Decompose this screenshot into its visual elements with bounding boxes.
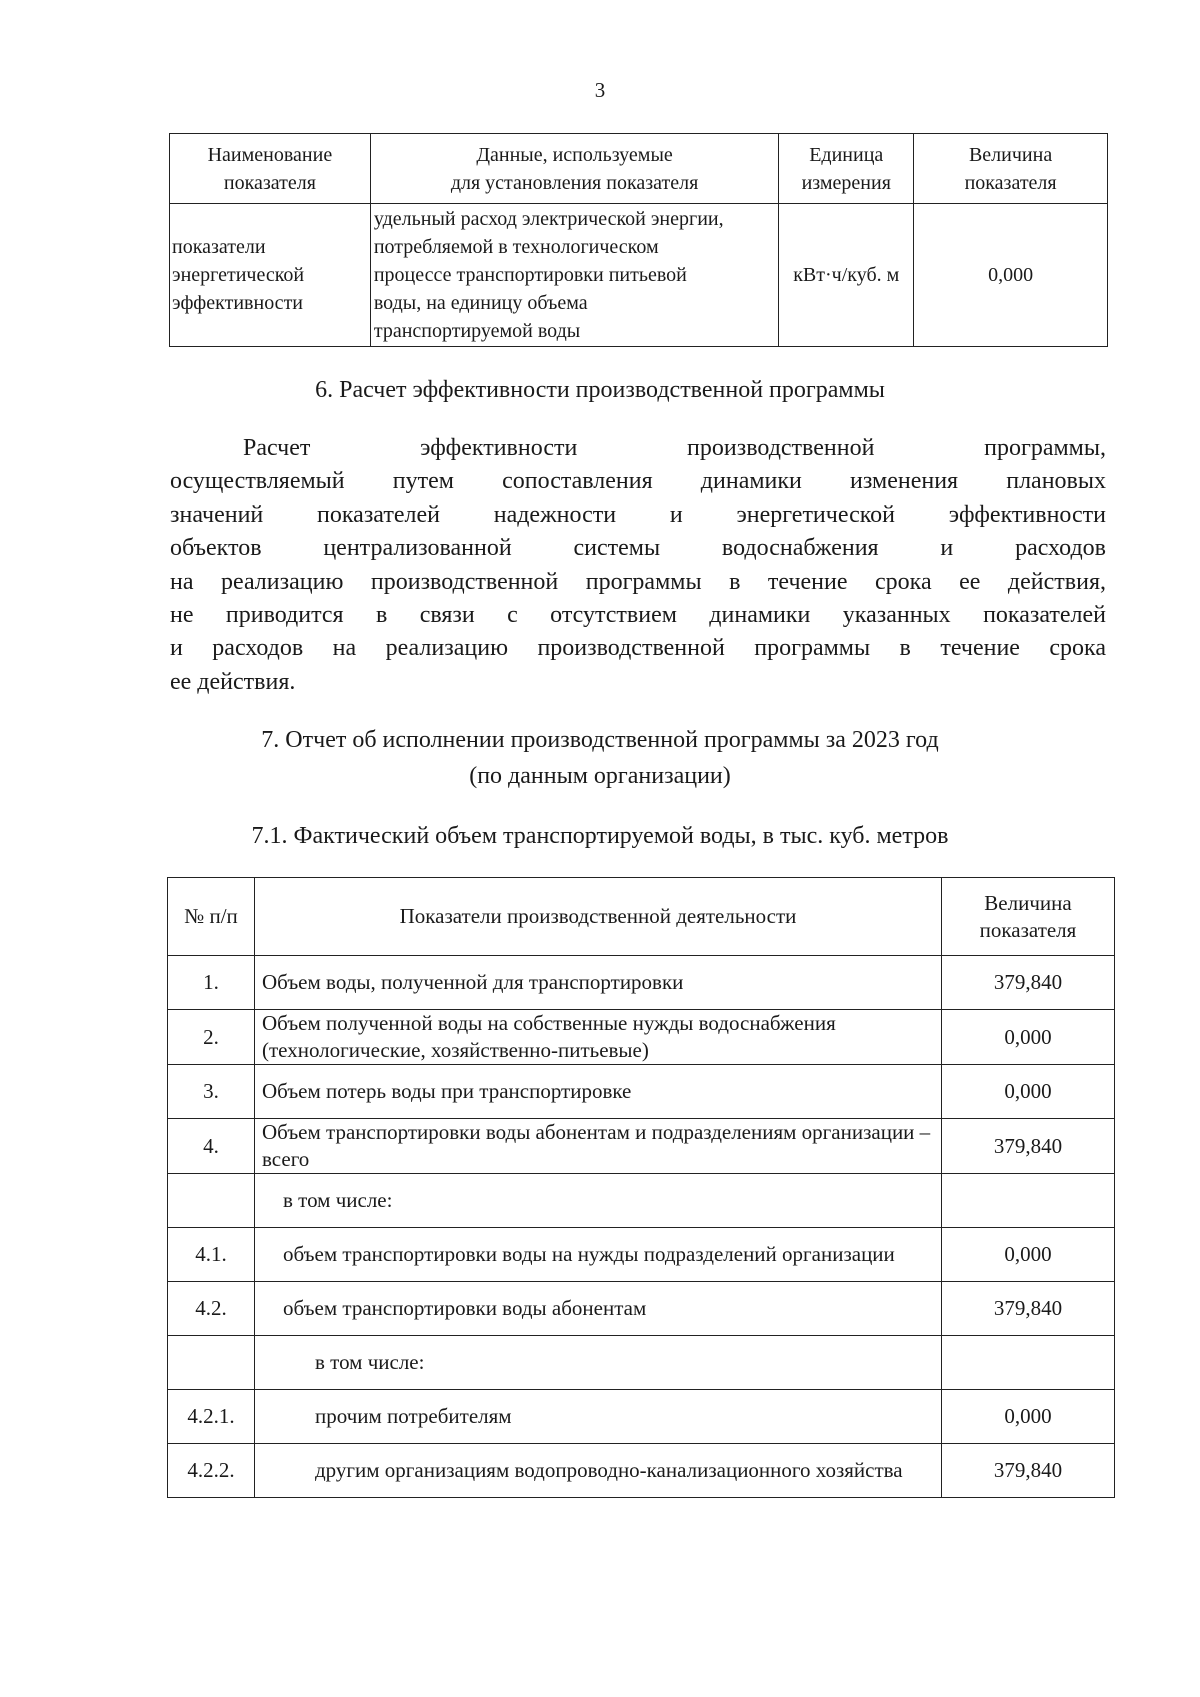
header-line: Данные, используемые [476, 143, 673, 166]
table-row [168, 956, 1115, 1010]
row-value: 0,000 [942, 1228, 1115, 1282]
section-7-title-line: (по данным организации) [469, 763, 731, 789]
row-value: 379,840 [942, 1444, 1115, 1498]
row-number [168, 1336, 255, 1390]
section-6-title: 6. Расчет эффективности производственной программы [315, 377, 885, 403]
header-line: Единица [809, 143, 884, 166]
paragraph-line: значений показателей надежности и энергетической эффективности [170, 501, 1106, 528]
row-indicator: другим организациям водопроводно-канализационного хозяйства [255, 1444, 942, 1498]
row-number: 4.2.2. [168, 1444, 255, 1498]
row-number: 2. [168, 1010, 255, 1065]
section-6-paragraph [170, 432, 1106, 699]
header-unit [779, 134, 914, 204]
row-value: 0,000 [942, 1390, 1115, 1444]
cell-line: транспортируемой воды [373, 320, 581, 342]
table-row [168, 1282, 1115, 1336]
cell-line: удельный расход электрической энергии, [373, 208, 724, 230]
indicator-value-cell: 0,000 [914, 204, 1108, 347]
table-row [168, 1336, 1115, 1390]
header-line: показателя [223, 171, 316, 194]
paragraph-line: не приводится в связи с отсутствием динамики указанных показателей [170, 601, 1106, 628]
header-indicator-data [370, 134, 778, 204]
table-row [168, 1390, 1115, 1444]
table-row [168, 1119, 1115, 1174]
indicators-header-row [170, 134, 1108, 204]
header-indicator: Показатели производственной деятельности [255, 878, 942, 956]
row-value [942, 1336, 1115, 1390]
indicator-name-cell [170, 204, 371, 347]
production-header-row [168, 878, 1115, 956]
row-indicator: Объем транспортировки воды абонентам и подразделениям организации – всего [255, 1119, 942, 1174]
header-value [942, 878, 1115, 956]
row-indicator: Объем потерь воды при транспортировке [255, 1065, 942, 1119]
row-value [942, 1174, 1115, 1228]
header-number: № п/п [168, 878, 255, 956]
row-indicator: Объем полученной воды на собственные нужды водоснабжения (технологические, хозяйственно-питьевые) [255, 1010, 942, 1065]
row-indicator: объем транспортировки воды абонентам [255, 1282, 942, 1336]
header-line: Величина [968, 143, 1053, 166]
header-line: Наименование [207, 143, 333, 166]
header-line: показателя [964, 171, 1057, 194]
cell-line: эффективности [172, 292, 304, 314]
row-indicator: Объем воды, полученной для транспортировки [255, 956, 942, 1010]
row-value: 379,840 [942, 956, 1115, 1010]
paragraph-line: осуществляемый путем сопоставления динамики изменения плановых [170, 468, 1106, 495]
table-row [168, 1065, 1115, 1119]
header-line: измерения [801, 171, 891, 194]
row-number: 4. [168, 1119, 255, 1174]
table-row [168, 1174, 1115, 1228]
row-value: 379,840 [942, 1119, 1115, 1174]
indicator-data-cell [370, 204, 778, 347]
section-7-1-title: 7.1. Фактический объем транспортируемой воды, в тыс. куб. метров [251, 823, 949, 849]
page-number: 3 [594, 78, 606, 102]
section-7-title-line: 7. Отчет об исполнении производственной программы за 2023 год [261, 727, 939, 753]
cell-line: воды, на единицу объема [373, 292, 588, 314]
row-indicator: прочим потребителям [255, 1390, 942, 1444]
row-value: 379,840 [942, 1282, 1115, 1336]
row-number: 3. [168, 1065, 255, 1119]
paragraph-line: и расходов на реализацию производственной программы в течение срока [170, 635, 1106, 662]
indicators-row [170, 204, 1108, 347]
table-row [168, 1444, 1115, 1498]
paragraph-line: Расчет эффективности производственной программы, [243, 435, 1106, 461]
row-indicator: объем транспортировки воды на нужды подразделений организации [255, 1228, 942, 1282]
header-line: Величина [984, 890, 1072, 915]
paragraph-line: на реализацию производственной программы в течение срока ее действия, [170, 568, 1106, 595]
paragraph-line: объектов централизованной системы водоснабжения и расходов [170, 535, 1106, 562]
header-indicator-name [170, 134, 371, 204]
row-number: 4.2. [168, 1282, 255, 1336]
row-value: 0,000 [942, 1065, 1115, 1119]
cell-line: процессе транспортировки питьевой [373, 264, 687, 286]
cell-line: потребляемой в технологическом [373, 236, 659, 258]
header-value [914, 134, 1108, 204]
section-7-title [0, 722, 1200, 794]
production-table [167, 877, 1115, 1498]
row-number [168, 1174, 255, 1228]
header-line: показателя [979, 917, 1077, 942]
header-line: для установления показателя [450, 171, 699, 194]
row-value: 0,000 [942, 1010, 1115, 1065]
row-indicator: в том числе: [255, 1336, 942, 1390]
row-number: 1. [168, 956, 255, 1010]
paragraph-line: ее действия. [170, 668, 296, 695]
row-number: 4.2.1. [168, 1390, 255, 1444]
row-indicator: в том числе: [255, 1174, 942, 1228]
indicators-table [169, 133, 1108, 347]
cell-line: показатели [172, 236, 266, 258]
table-row [168, 1010, 1115, 1065]
table-row [168, 1228, 1115, 1282]
indicator-unit-cell: кВт·ч/куб. м [779, 204, 914, 347]
row-number: 4.1. [168, 1228, 255, 1282]
cell-line: энергетической [172, 264, 305, 286]
